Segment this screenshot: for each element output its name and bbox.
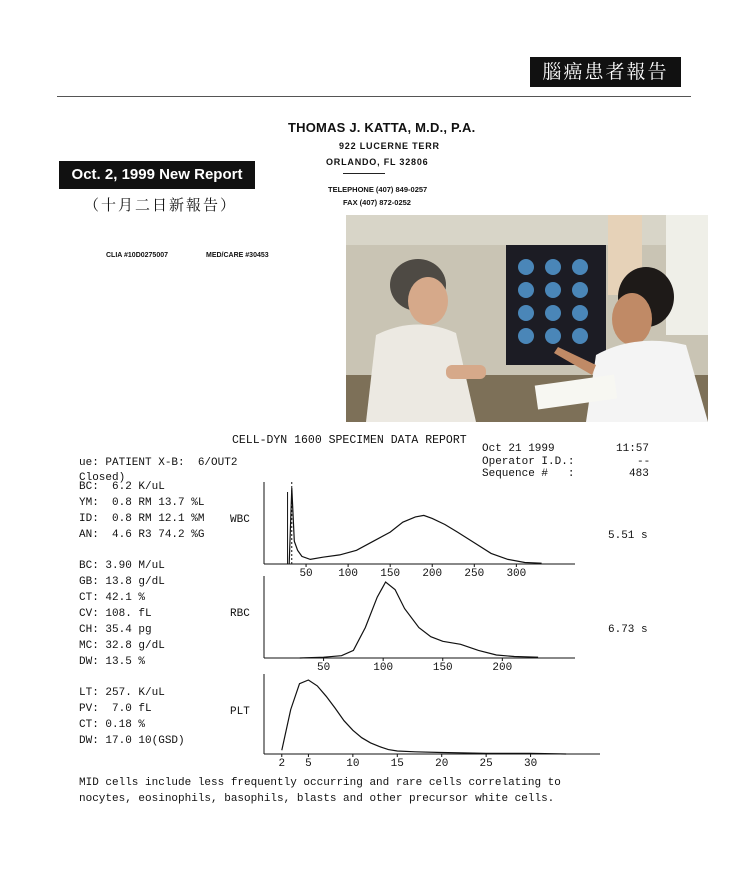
window-light — [666, 215, 708, 335]
doctor-face — [612, 293, 652, 345]
address-line-2: ORLANDO, FL 32806 — [326, 157, 429, 167]
address-line-1: 922 LUCERNE TERR — [339, 141, 440, 151]
chart-tick-label: 25 — [479, 758, 493, 768]
patient-line: ue: PATIENT X-B: 6/OUT2 — [79, 457, 238, 469]
chart-series-line — [300, 582, 538, 658]
chart-tick-label: 50 — [316, 662, 331, 674]
chart-tick-label: 100 — [373, 662, 394, 674]
chart-tick-label: 5 — [305, 758, 312, 768]
telephone: TELEPHONE (407) 849-0257 — [328, 185, 428, 194]
sequence-label: Sequence # : — [482, 468, 575, 480]
chart-tick-label: 150 — [432, 662, 453, 674]
chart-tick-label: 150 — [380, 568, 401, 580]
histogram-charts — [230, 478, 670, 768]
medcare-number: MED/CARE #30453 — [206, 252, 269, 259]
fax: FAX (407) 872-0252 — [343, 198, 411, 207]
operator-label: Operator I.D.: — [482, 456, 575, 468]
header-divider — [57, 96, 691, 97]
chart-side-value: 5.51 s — [608, 530, 648, 542]
chart-label: PLT — [230, 706, 250, 718]
patient-face — [408, 277, 448, 325]
chart-tick-label: 200 — [422, 568, 443, 580]
report-date-subtitle: （十月二日新報告） — [84, 196, 238, 214]
rbc-line: BC: 3.90 M/uL — [79, 560, 165, 572]
chart-tick-label: 100 — [338, 568, 359, 580]
footnote-line-2: nocytes, eosinophils, basophils, blasts and other precursor white cells. — [79, 793, 555, 805]
report-time: 11:57 — [616, 443, 650, 455]
report-date: Oct 21 1999 — [482, 443, 555, 455]
rbc-line: GB: 13.8 g/dL — [79, 576, 165, 588]
plt-line: PV: 7.0 fL — [79, 703, 152, 715]
chart-series-line — [282, 680, 566, 754]
chart-series-line — [289, 488, 541, 564]
chart-tick-label: 200 — [492, 662, 513, 674]
rbc-line: MC: 32.8 g/dL — [79, 640, 165, 652]
operator-value: -- — [637, 456, 651, 468]
doctor-name: THOMAS J. KATTA, M.D., P.A. — [288, 120, 476, 135]
header-badge: 腦癌患者報告 — [530, 57, 681, 87]
chart-tick-label: 250 — [464, 568, 485, 580]
report-date-badge: Oct. 2, 1999 New Report — [59, 161, 255, 189]
plt-line: DW: 17.0 10(GSD) — [79, 735, 185, 747]
wbc-line: YM: 0.8 RM 13.7 %L — [79, 497, 205, 509]
plt-line: CT: 0.18 % — [79, 719, 146, 731]
consultation-photo — [346, 215, 708, 422]
clia-number: CLIA #10D0275007 — [106, 252, 169, 259]
chart-tick-label: 20 — [435, 758, 449, 768]
report-title: CELL-DYN 1600 SPECIMEN DATA REPORT — [232, 434, 467, 447]
photo-wall-top — [346, 215, 708, 245]
chart-side-value: 6.73 s — [608, 624, 648, 636]
wbc-line: BC: 6.2 K/uL — [79, 481, 165, 493]
chart-tick-label: 50 — [299, 568, 313, 580]
chart-label: RBC — [230, 608, 250, 620]
chart-tick-label: 30 — [523, 758, 538, 768]
closed-line: Closed) — [79, 472, 126, 484]
rbc-line: DW: 13.5 % — [79, 656, 146, 668]
rbc-line: CT: 42.1 % — [79, 592, 146, 604]
patient-hands — [446, 365, 486, 379]
plt-line: LT: 257. K/uL — [79, 687, 165, 699]
footnote-line-1: MID cells include less frequently occurring and rare cells correlating to — [79, 777, 561, 789]
chart-tick-label: 300 — [506, 568, 527, 580]
rbc-line: CV: 108. fL — [79, 608, 152, 620]
sequence-value: 483 — [629, 468, 649, 480]
wbc-line: AN: 4.6 R3 74.2 %G — [79, 529, 205, 541]
chart-label: WBC — [230, 514, 250, 526]
chart-tick-label: 15 — [390, 758, 404, 768]
chart-tick-label: 2 — [278, 758, 286, 768]
address-rule — [343, 173, 385, 174]
chart-tick-label: 10 — [346, 758, 360, 768]
rbc-line: CH: 35.4 pg — [79, 624, 152, 636]
wbc-line: ID: 0.8 RM 12.1 %M — [79, 513, 205, 525]
